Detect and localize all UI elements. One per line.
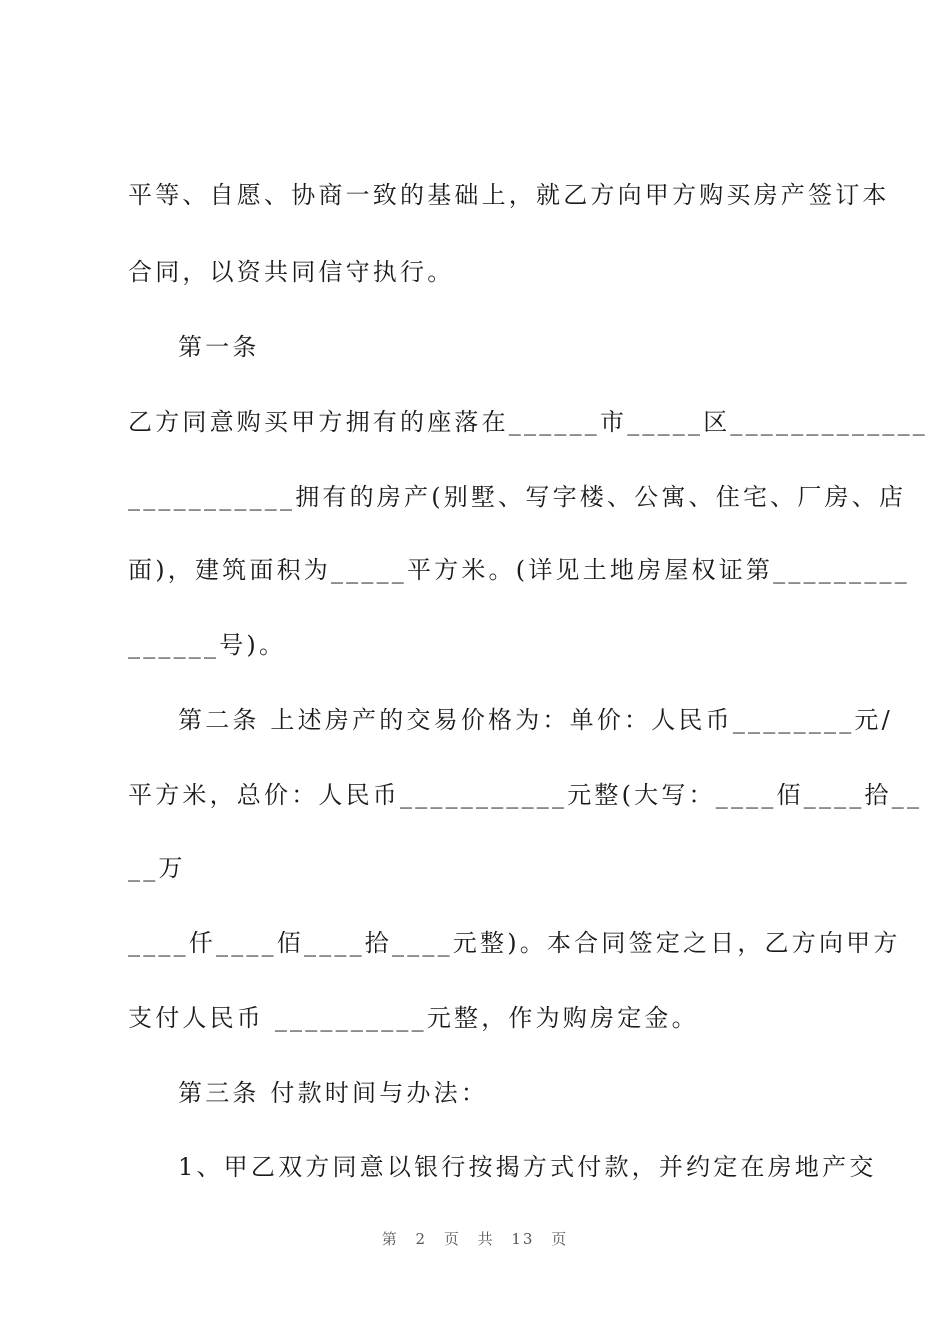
article-2-line-4: ____仟____佰____拾____元整)。本合同签定之日，乙方向甲方 — [128, 929, 901, 957]
article-3-heading: 第三条 付款时间与办法： — [178, 1079, 489, 1107]
article-1-heading: 第一条 — [178, 333, 260, 361]
paragraph-line-7: ______号)。 — [128, 631, 287, 659]
paragraph-line-4: 乙方同意购买甲方拥有的座落在______市_____区_____________ — [128, 408, 928, 436]
paragraph-line-6: 面)，建筑面积为_____平方米。(详见土地房屋权证第_________ — [128, 556, 910, 584]
article-2-line-1: 第二条 上述房产的交易价格为：单价：人民币________元/ — [178, 706, 893, 734]
article-3-item-1: 1、甲乙双方同意以银行按揭方式付款，并约定在房地产交 — [178, 1153, 877, 1181]
page-number-footer: 第 2 页 共 13 页 — [381, 1230, 569, 1248]
article-2-line-5: 支付人民币 __________元整，作为购房定金。 — [128, 1004, 699, 1032]
article-2-line-3: __万 — [128, 854, 186, 882]
paragraph-line-5: ___________拥有的房产(别墅、写字楼、公寓、住宅、厂房、店 — [128, 483, 907, 511]
paragraph-line-1: 平等、自愿、协商一致的基础上，就乙方向甲方购买房产签订本 — [128, 181, 890, 209]
paragraph-line-2: 合同，以资共同信守执行。 — [128, 258, 455, 286]
article-2-line-2: 平方米，总价：人民币___________元整(大写：____佰____拾__ — [128, 781, 923, 809]
